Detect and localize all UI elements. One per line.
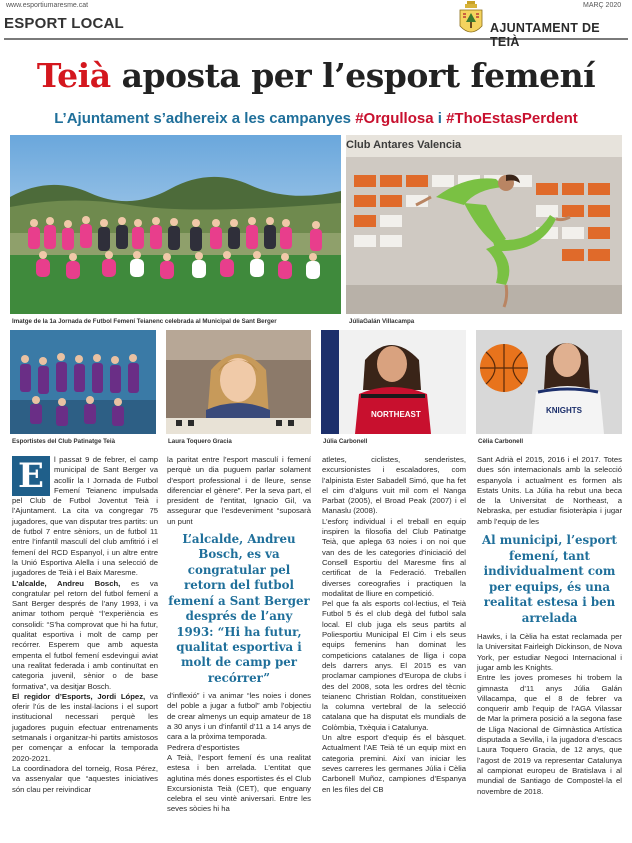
subheadline: [0, 110, 632, 127]
subhead-lead: L’Ajuntament s’adhereix a les campanyes: [54, 110, 356, 127]
caption-chess-photo: Laura Toquero Gracia: [168, 438, 232, 445]
subhead-joiner: i: [433, 110, 447, 127]
col4-para-1: Sant Adrià el 2015, 2016 i el 2017. Totes dues són internacionals amb la selecció espanyola i actualment es formen als Estats Units. La Júlia ha rebut una beca de la Universitat de Northeast, a Nebraska, per estudiar fisioteràpia i jugar amb l’equip de les: [477, 455, 622, 526]
headline-rest: aposta per l’esport femení: [110, 56, 596, 95]
town-crest-logo: [458, 0, 484, 40]
chess-player-photo: [166, 330, 311, 434]
col2-para-2: d’inflexió” i va animar “les noies i dones del poble a jugar a futbol” amb l’objectiu de crear almenys un equip amateur de 18 a 30 anys i un d’infantil d’11 a 14 anys de cara a la pròxima temporada.: [167, 691, 311, 742]
hashtag-thoestasperdent: #ThoEstasPerdent: [446, 110, 578, 127]
football-team-photo: [10, 135, 341, 314]
issue-date: MARÇ 2020: [583, 2, 622, 9]
col2-para-1: la paritat entre l’esport masculí i femení perquè un dia puguem parlar solament d’esport professional i de lleure, sense diferenciar el gènere”. Per la seva part, el president de l’entitat, Ignacio Gil, va assegurar que l’esdeveniment “suposarà un punt: [167, 455, 311, 526]
article-column-1: [12, 455, 158, 795]
article-lead-paragraph: [12, 455, 158, 579]
section-title: ESPORT LOCAL: [4, 15, 124, 32]
article-column-4: [477, 455, 622, 797]
col2-para-3-label: Pedrera d’esportistes: [167, 742, 240, 752]
website-url: www.esportiumaresme.cat: [6, 2, 89, 9]
drop-cap: E: [12, 456, 50, 496]
pull-quote-municipality: Al municipi, l’esport femení, tant individualment com per equips, és una realitat estesa i ben arrelada: [482, 533, 617, 625]
article-column-3: [322, 455, 466, 795]
headline-place: Teià: [36, 56, 111, 95]
col3-para-2: L’esforç individual i el treball en equip inspiren la filosofia del Club Patinatge Teià, que aplega 63 noies i on noi que van des de les categories d’iniciació del Consell Esportiu del Maresme fins al certificat de la Federació. Treballen diverses coreografies i practiquen la modalitat de lliure en competició.: [322, 516, 466, 598]
col4-para-2: Hawks, i la Cèlia ha estat reclamada per la Universitat Fairleigh Dickinson, de Nova York, per estudiar Negoci Internacional i jugar amb les Knights.: [477, 632, 622, 672]
pull-quote-mayor: L’alcalde, Andreu Bosch, es va congratular pel retorn del futbol femení a Sant Berger després de l’any 1993: “Hi ha futur, qualitat esportiva i molt de camp per recórrer”: [168, 532, 310, 685]
caption-skating-photo: Esportistes del Club Patinatge Teià: [12, 438, 116, 445]
skating-club-photo: [10, 330, 156, 434]
caption-celia-photo: Cèlia Carbonell: [478, 438, 524, 445]
caption-julia-photo: Júlia Carbonell: [323, 438, 368, 445]
hashtag-orgullosa: #Orgullosa: [355, 110, 434, 127]
caption-football-photo: Imatge de la 1a Jornada de Futbol Femení Teianenc celebrada al Municipal de Sant Berger: [12, 318, 277, 325]
col1-para-1: l passat 9 de febrer, el camp municipal de Sant Berger va acollir la I Jornada de Futbol Femení Teianenc impulsada pel Club de Futbol Joventut Teià i l’Ajuntament. La cita va congregar 75 jugadores, que van disputar tres partits: un de futbol 7 entre sèniors, un de futbol 11 entre l’infantil masculí del club amfitrió i el femení del RCD Espanyol, i un altre entre la Unió Esportiva Alella i una selecció de jugadores de Teià i el Baix Maresme.: [12, 455, 158, 578]
col2-para-3: A Teià, l’esport femení és una realitat estesa i ben arrelada. L’entitat que aglutina més dones esportistes és el Club Excursionista Teià (CET), que enguany celebra el seu vintè aniversari. Entre les seves sòcies hi ha: [167, 752, 311, 814]
col3-para-3: Pel que fa als esports col·lectius, el Teià Futbol 5 és el club degà del futbol sala local. El club juga els seus partits al Poliesportiu Municipal El Cim i els seus equips femenins han dominat les competicions catalanes de lliga i copa dels darrers anys. El 2015 es van proclamar campiones d’Europa de clubs i des del 2008, sota les ordres del tècnic teianenc Christian Roldan, constitueixen la columna vertebral de la selecció catalana que ha disputat els mundials de Colòmbia, Txèquia i Catalunya.: [322, 599, 466, 732]
caption-gymnast-photo: JúliaGalán Villacampa: [349, 318, 415, 325]
col4-para-3: Entre les joves promeses hi trobem la gimnasta d’11 anys Júlia Galán Villacampa, que el 8 de febrer va conquerir amb l’equip de l’AGA Vilassar de Mar la primera posició a la segona fase de Lliga Nacional de Gimnàstica Artística disputada a Sevilla, i la jugadora d’escacs Laura Toquero Gracia, de 12 anys, que l’agost de 2019 va representar Catalunya al campionat europeu de Bratislava i al mundial de Santiago de Compostel·la el novembre de 2018.: [477, 673, 622, 796]
julia-carbonell-photo: [321, 330, 466, 434]
col1-para-2-label: L’alcalde, Andreu Bosch,: [12, 578, 121, 588]
gymnast-photo: [346, 135, 622, 314]
col1-para-3-label: El regidor d’Esports, Jordi López,: [12, 691, 146, 701]
col3-para-1: atletes, ciclistes, senderistes, excursionistes i escaladores, com l’alpinista Ester Sabadell Simó, que ha fet el cim d’alguns vuit mil com el Nanga Parbat (2005), el Broad Peak (2007) i el Manaslu (2008).: [322, 455, 466, 516]
gym-banner-text: Club Antares Valencia: [346, 139, 462, 151]
col1-para-3: [12, 692, 158, 764]
celia-carbonell-photo: [476, 330, 622, 434]
col3-para-4: Un altre esport d’equip és el bàsquet. Actualment l’AE Teià té un equip mixt en categoria premini. Així van iniciar les seves carreres les germanes Júlia i Cèlia Carbonell Muñoz, campiones d’Espanya en les files del CB: [322, 733, 466, 794]
jersey-text-knights: KNIGHTS: [546, 406, 582, 415]
col1-para-2-text: es va congratular pel retorn del futbol femení a Sant Berger després de l’any 1993, i va animar tothom perquè “l’experiència es consolidi: “S’ha comprovat que hi ha futur, qualitat esportiva i molt de camp per recórrer. Esperem que amb aquesta empenta el futbol femení esdevingui aviat una realitat federada i amb continuïtat en categoria juvenil, sènior o de base formativa”, va desitjar Bosch.: [12, 578, 158, 691]
article-column-2: [167, 455, 311, 815]
institution-name: AJUNTAMENT DE TEIÀ: [490, 21, 600, 49]
col1-para-4: La coordinadora del torneig, Rosa Pérez, va assenyalar que “aquestes iniciatives són clau per reivindicar: [12, 763, 158, 794]
headline: [0, 56, 632, 95]
col1-para-3-text: va oferir l’ús de les instal·lacions i el suport institucional necessari perquè les jugadores puguin efectuar entrenaments setmanals i organitzar-hi partits amistosos per començar a enfocar la temporada 2020-2021.: [12, 691, 159, 763]
col1-para-2: [12, 579, 158, 692]
jersey-text-northeast: NORTHEAST: [371, 410, 421, 419]
